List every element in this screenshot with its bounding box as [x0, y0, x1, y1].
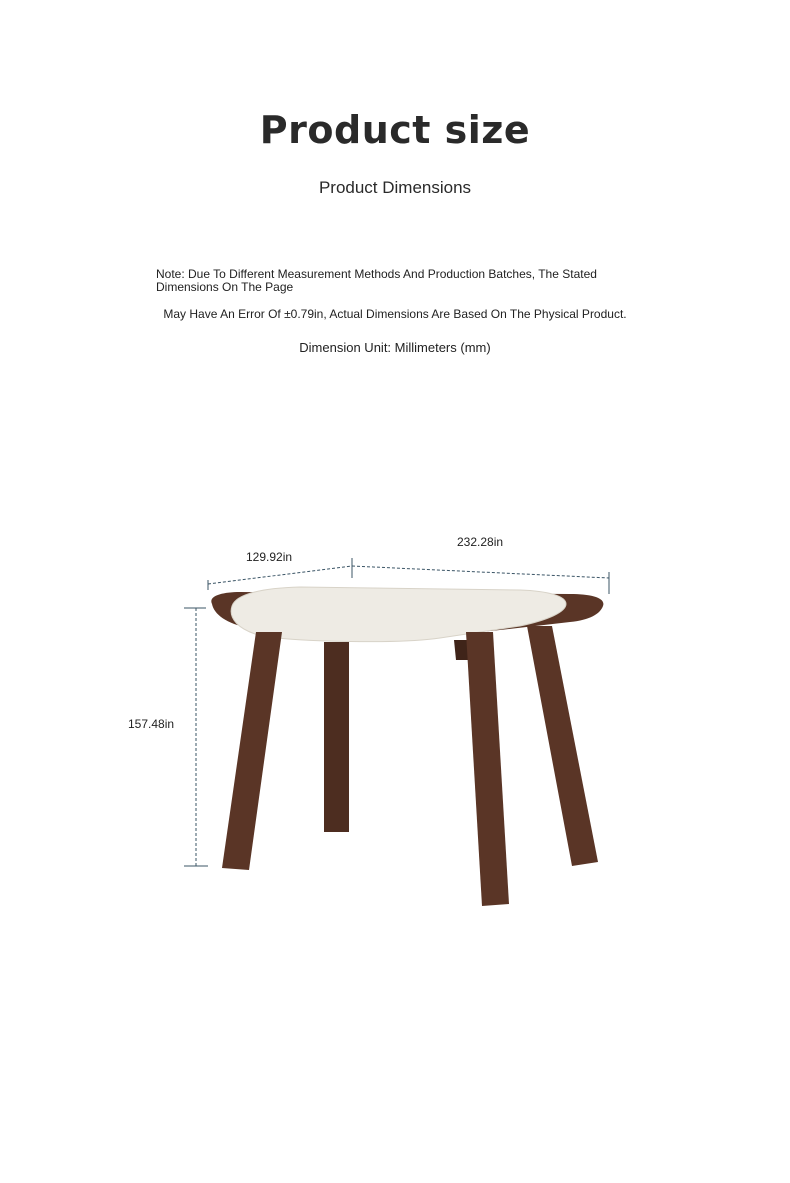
page-subtitle: Product Dimensions	[318, 178, 472, 197]
width-dimension-label: 232.28in	[457, 535, 504, 549]
page-title: Product size	[259, 108, 531, 152]
error-note: May Have An Error Of ±0.79in, Actual Dimensions Are Based On The Physical Product.	[163, 307, 627, 321]
depth-dimension-line	[208, 566, 352, 584]
stool-front-legs	[222, 626, 598, 906]
depth-dimension-label: 129.92in	[246, 550, 293, 564]
width-dimension-line	[352, 566, 609, 578]
height-dimension-label: 157.48in	[128, 717, 175, 731]
stool-back-legs	[324, 640, 470, 832]
measurement-note: Note: Due To Different Measurement Methods And Production Batches, The Stated Dimensions On The Page	[156, 267, 597, 294]
dimension-unit-note: Dimension Unit: Millimeters (mm)	[299, 340, 491, 355]
